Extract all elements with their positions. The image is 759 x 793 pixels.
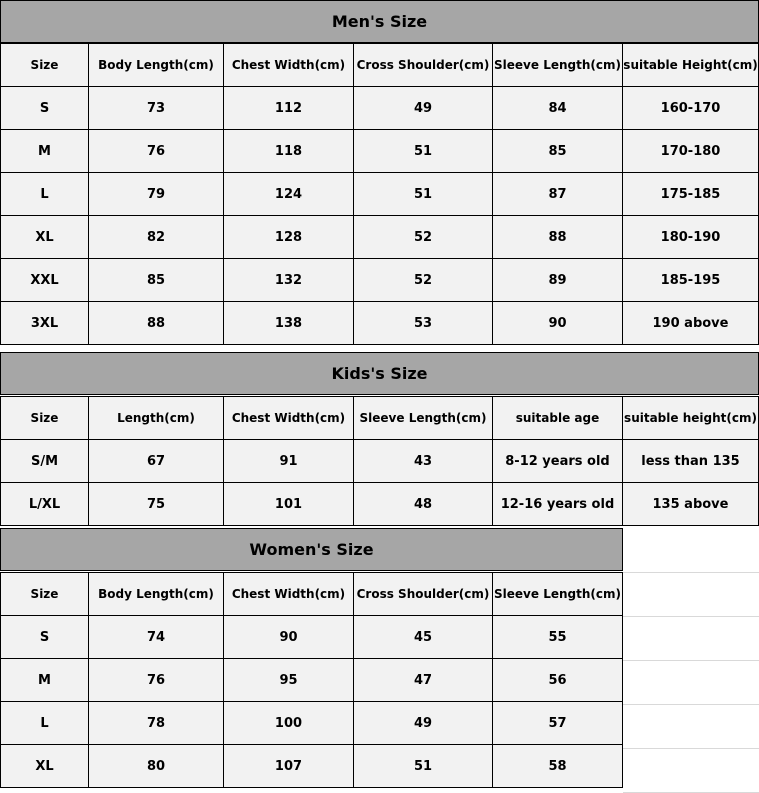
table-cell: 88 [89,302,224,345]
column-header: Chest Width(cm) [224,573,354,616]
table-row [1,302,759,345]
table-cell: 48 [354,483,493,526]
table-cell: 101 [224,483,354,526]
table-cell: 190 above [623,302,759,345]
table-cell: 84 [493,87,623,130]
table-cell: 53 [354,302,493,345]
table-cell: 76 [89,659,224,702]
column-header: Sleeve Length(cm) [493,44,623,87]
table-cell: 75 [89,483,224,526]
size-label-cell: S [1,87,89,130]
column-header: Length(cm) [89,397,224,440]
kids-header-row [1,397,759,440]
table-row [1,173,759,216]
table-cell: 47 [354,659,493,702]
table-cell: 43 [354,440,493,483]
table-cell: 85 [493,130,623,173]
size-label-cell: XL [1,216,89,259]
table-cell: 78 [89,702,224,745]
column-header: Sleeve Length(cm) [354,397,493,440]
table-row [1,616,623,659]
column-header: Cross Shoulder(cm) [354,44,493,87]
table-cell: 88 [493,216,623,259]
empty-grid-line [623,616,759,617]
column-header: suitable height(cm) [623,397,759,440]
table-cell: 90 [224,616,354,659]
table-cell: 175-185 [623,173,759,216]
table-cell: 12-16 years old [493,483,623,526]
table-row [1,659,623,702]
column-header: Size [1,397,89,440]
table-cell: 112 [224,87,354,130]
table-cell: 82 [89,216,224,259]
womens-header-row [1,573,623,616]
table-cell: 56 [493,659,623,702]
size-label-cell: S/M [1,440,89,483]
mens-header-row [1,44,759,87]
table-row [1,259,759,302]
table-cell: 118 [224,130,354,173]
column-header: suitable age [493,397,623,440]
kids-size-title: Kids's Size [0,352,759,395]
table-cell: 89 [493,259,623,302]
table-cell: 87 [493,173,623,216]
empty-grid-line [623,572,759,573]
column-header: suitable Height(cm) [623,44,759,87]
column-header: Chest Width(cm) [224,44,354,87]
size-label-cell: XXL [1,259,89,302]
column-header: Sleeve Length(cm) [493,573,623,616]
kids-size-table [0,396,759,526]
table-row [1,483,759,526]
empty-grid-line [623,660,759,661]
table-row [1,216,759,259]
column-header: Body Length(cm) [89,44,224,87]
table-cell: 79 [89,173,224,216]
column-header: Body Length(cm) [89,573,224,616]
table-row [1,745,623,788]
size-label-cell: 3XL [1,302,89,345]
table-cell: 57 [493,702,623,745]
table-cell: 74 [89,616,224,659]
mens-size-table [0,43,759,345]
empty-grid-line [623,704,759,705]
column-header: Cross Shoulder(cm) [354,573,493,616]
size-label-cell: M [1,659,89,702]
table-cell: 51 [354,173,493,216]
table-cell: 100 [224,702,354,745]
table-cell: 90 [493,302,623,345]
column-header: Chest Width(cm) [224,397,354,440]
table-row [1,87,759,130]
mens-size-title: Men's Size [0,0,759,43]
table-cell: 49 [354,87,493,130]
table-row [1,130,759,173]
table-cell: 67 [89,440,224,483]
size-label-cell: L [1,173,89,216]
table-cell: 128 [224,216,354,259]
table-cell: 135 above [623,483,759,526]
table-cell: 58 [493,745,623,788]
table-cell: less than 135 [623,440,759,483]
table-cell: 52 [354,259,493,302]
table-cell: 170-180 [623,130,759,173]
table-cell: 95 [224,659,354,702]
table-cell: 132 [224,259,354,302]
table-cell: 8-12 years old [493,440,623,483]
womens-size-table [0,572,623,788]
column-header: Size [1,44,89,87]
table-cell: 124 [224,173,354,216]
table-cell: 138 [224,302,354,345]
womens-size-title: Women's Size [0,528,623,571]
table-cell: 80 [89,745,224,788]
table-cell: 55 [493,616,623,659]
size-label-cell: M [1,130,89,173]
table-cell: 51 [354,745,493,788]
table-row [1,440,759,483]
table-cell: 85 [89,259,224,302]
table-cell: 107 [224,745,354,788]
size-label-cell: XL [1,745,89,788]
table-cell: 185-195 [623,259,759,302]
table-cell: 180-190 [623,216,759,259]
table-cell: 49 [354,702,493,745]
table-row [1,702,623,745]
table-cell: 91 [224,440,354,483]
table-cell: 73 [89,87,224,130]
empty-grid-line [623,748,759,749]
table-cell: 51 [354,130,493,173]
table-cell: 160-170 [623,87,759,130]
size-label-cell: L [1,702,89,745]
table-cell: 45 [354,616,493,659]
column-header: Size [1,573,89,616]
size-label-cell: L/XL [1,483,89,526]
size-label-cell: S [1,616,89,659]
table-cell: 76 [89,130,224,173]
table-cell: 52 [354,216,493,259]
